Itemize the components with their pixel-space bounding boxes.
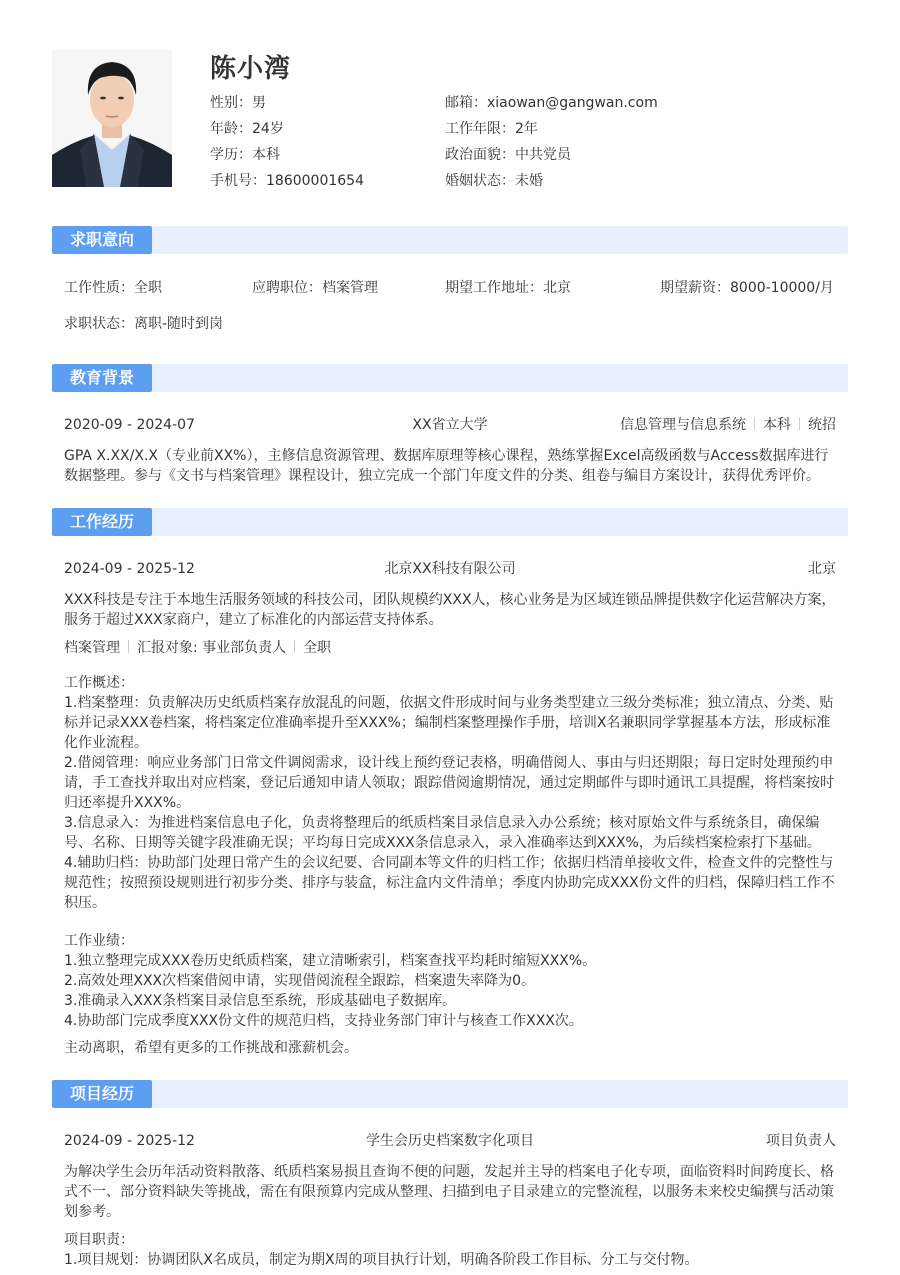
project-duties-title: 项目职责： xyxy=(64,1232,134,1248)
project-role: 项目负责人 xyxy=(766,1133,836,1149)
education-meta: 信息管理与信息系统 本科 统招 xyxy=(620,417,836,433)
section-title-education: 教育背景 xyxy=(52,364,152,392)
intent-salary: 期望薪资：8000-10000/月 xyxy=(660,280,834,296)
section-header-intent xyxy=(52,226,848,254)
work-company-description: XXX科技是专注于本地生活服务领域的科技公司，团队规模约XXX人，核心业务是为区域连锁品牌提供数字化运营解决方案，服务于超过XXX家商户，建立了标准化的内部运营支持体系。 xyxy=(64,592,836,628)
education-school: XX省立大学 xyxy=(412,417,488,433)
work-leave-reason: 主动离职，希望有更多的工作挑战和涨薪机会。 xyxy=(64,1040,358,1056)
info-work-years: 工作年限：2年 xyxy=(445,121,538,137)
intent-location: 期望工作地址：北京 xyxy=(445,280,571,296)
work-overview-item: 3.信息录入：为推进档案信息电子化，负责将整理后的纸质档案目录信息录入办公系统；核对原始文件与系统条目，确保编号、名称、日期等关键字段准确无误；平均每日完成XXX条信息录入，录入准确率达到XXX%，为后续档案检索打下基础。 xyxy=(64,815,821,851)
candidate-name: 陈小湾 xyxy=(210,54,292,84)
work-company: 北京XX科技有限公司 xyxy=(384,561,516,577)
work-city: 北京 xyxy=(808,561,836,577)
section-title-intent: 求职意向 xyxy=(52,226,152,254)
work-overview xyxy=(64,673,840,913)
info-political-status: 政治面貌：中共党员 xyxy=(445,147,571,163)
info-email: 邮箱：xiaowan@gangwan.com xyxy=(445,95,658,111)
divider xyxy=(294,640,295,653)
intent-status: 求职状态：离职-随时到岗 xyxy=(64,316,224,332)
project-duties xyxy=(64,1230,840,1270)
intent-job-type: 工作性质：全职 xyxy=(64,280,162,296)
education-description: GPA X.XX/X.X（专业前XX%），主修信息资源管理、数据库原理等核心课程，熟练掌握Excel高级函数与Access数据库进行数据整理。参与《文书与档案管理》课程设计，独立完成一个部门年度文件的分类、组卷与编目方案设计，获得优秀评价。 xyxy=(64,448,829,484)
basic-info-right xyxy=(445,92,658,196)
divider xyxy=(128,640,129,653)
work-period: 2024-09 - 2025-12 xyxy=(64,561,195,577)
section-header-education xyxy=(52,364,848,392)
section-title-work: 工作经历 xyxy=(52,508,152,536)
project-duty-item: 1.项目规划：协调团队X名成员，制定为期X周的项目执行计划，明确各阶段工作目标、分工与交付物。 xyxy=(64,1252,699,1268)
section-header-project xyxy=(52,1080,848,1108)
work-achievement-item: 4.协助部门完成季度XXX份文件的规范归档，支持业务部门审计与核查工作XXX次。 xyxy=(64,1013,583,1029)
section-title-project: 项目经历 xyxy=(52,1080,152,1108)
divider xyxy=(799,417,800,430)
work-header-row xyxy=(64,558,836,580)
education-period: 2020-09 - 2024-07 xyxy=(64,417,195,433)
info-education: 学历：本科 xyxy=(210,147,280,163)
work-achievements-title: 工作业绩： xyxy=(64,933,134,949)
divider xyxy=(754,417,755,430)
project-header-row xyxy=(64,1130,836,1152)
info-phone: 手机号：18600001654 xyxy=(210,173,364,189)
work-overview-item: 2.借阅管理：响应业务部门日常文件调阅需求，设计线上预约登记表格，明确借阅人、事由与归还期限；每日定时处理预约申请，手工查找并取出对应档案，登记后通知申请人领取；跟踪借阅逾期情况，通过定期邮件与即时通讯工具提醒，将档案按时归还率提升XXX%。 xyxy=(64,755,834,811)
basic-info-left xyxy=(210,92,364,196)
section-header-work xyxy=(52,508,848,536)
work-tags: 档案管理 汇报对象: 事业部负责人 全职 xyxy=(64,640,332,656)
work-achievement-item: 3.准确录入XXX条档案目录信息至系统，形成基础电子数据库。 xyxy=(64,993,457,1009)
work-achievement-item: 1.独立整理完成XXX卷历史纸质档案，建立清晰索引，档案查找平均耗时缩短XXX%。 xyxy=(64,953,597,969)
work-achievement-item: 2.高效处理XXX次档案借阅申请，实现借阅流程全跟踪，档案遗失率降为0。 xyxy=(64,973,536,989)
project-period: 2024-09 - 2025-12 xyxy=(64,1133,195,1149)
work-overview-title: 工作概述： xyxy=(64,675,134,691)
project-name: 学生会历史档案数字化项目 xyxy=(366,1133,534,1149)
project-description: 为解决学生会历年活动资料散落、纸质档案易损且查询不便的问题，发起并主导的档案电子化专项，面临资料时间跨度长、格式不一、部分资料缺失等挑战，需在有限预算内完成从整理、扫描到电子目录建立的完整流程，以服务未来校史编撰与活动策划参考。 xyxy=(64,1164,834,1220)
info-age: 年龄：24岁 xyxy=(210,121,284,137)
avatar xyxy=(52,50,172,187)
info-gender: 性别：男 xyxy=(210,95,266,111)
education-header-row xyxy=(64,414,836,436)
work-achievements xyxy=(64,931,840,1031)
intent-position: 应聘职位：档案管理 xyxy=(252,280,378,296)
work-overview-item: 4.辅助归档：协助部门处理日常产生的会议纪要、合同副本等文件的归档工作；依据归档清单接收文件，检查文件的完整性与规范性；按照预设规则进行初步分类、排序与装盒，标注盒内文件清单；季度内协助完成XXX份文件的归档，保障归档工作不积压。 xyxy=(64,855,835,911)
work-overview-item: 1.档案整理：负责解决历史纸质档案存放混乱的问题，依据文件形成时间与业务类型建立三级分类标准；独立清点、分类、贴标并记录XXX卷档案，将档案定位准确率提升至XXX%；编制档案整理操作手册，培训X名兼职同学掌握基本方法，形成标准化作业流程。 xyxy=(64,695,834,751)
info-marital-status: 婚姻状态：未婚 xyxy=(445,173,543,189)
